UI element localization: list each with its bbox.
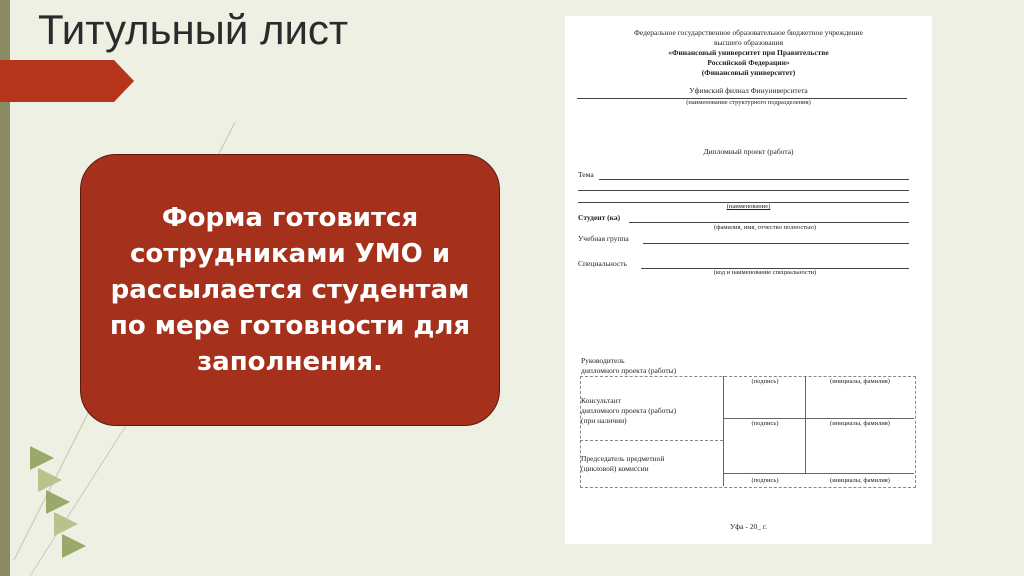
header-line: «Финансовый университет при Правительстве <box>668 48 829 57</box>
org-header <box>565 28 932 78</box>
sign-caption: (подпись) <box>751 477 779 484</box>
tema-label: Тема <box>578 170 594 179</box>
chair-label: Председатель предметной (цикловой) комиссии <box>581 454 665 473</box>
tema-caption: (наименование) <box>726 203 771 210</box>
supervisor-label: Руководитель дипломного проекта (работы) <box>581 356 677 375</box>
branch-name: Уфимский филиал Финуниверситета <box>689 86 808 95</box>
document-footer: Уфа - 20_ г. <box>730 522 767 531</box>
slide-title: Титульный лист <box>38 6 349 53</box>
initials-caption: (инициалы, фамилия) <box>830 420 890 427</box>
student-caption: (фамилия, имя, отчество полностью) <box>713 224 817 231</box>
title-banner <box>0 60 134 102</box>
consultant-label: Консультант дипломного проекта (работы) (при наличии) <box>581 396 677 425</box>
callout-text: Форма готовится сотрудниками УМО и рассылается студентам по мере готовности для заполнения. <box>109 203 471 377</box>
specialty-label: Специальность <box>578 259 627 268</box>
student-label: Студент (ка) <box>578 213 621 222</box>
title-page-document <box>565 16 932 544</box>
sign-caption: (подпись) <box>751 420 779 427</box>
callout-box <box>80 154 500 426</box>
specialty-caption: (код и наименование специальности) <box>713 269 817 276</box>
header-line: (Финансовый университет) <box>701 68 796 77</box>
header-line: Федеральное государственное образовательное бюджетное учреждение <box>633 28 863 37</box>
group-label: Учебная группа <box>578 234 629 243</box>
initials-caption: (инициалы, фамилия) <box>830 378 890 385</box>
sign-caption: (подпись) <box>751 378 779 385</box>
branch-caption: (наименование структурного подразделения) <box>686 99 811 106</box>
header-line: Российской Федерации» <box>707 58 790 67</box>
header-line: высшего образования <box>713 38 784 47</box>
initials-caption: (инициалы, фамилия) <box>830 477 890 484</box>
document-type: Дипломный проект (работа) <box>703 147 794 156</box>
